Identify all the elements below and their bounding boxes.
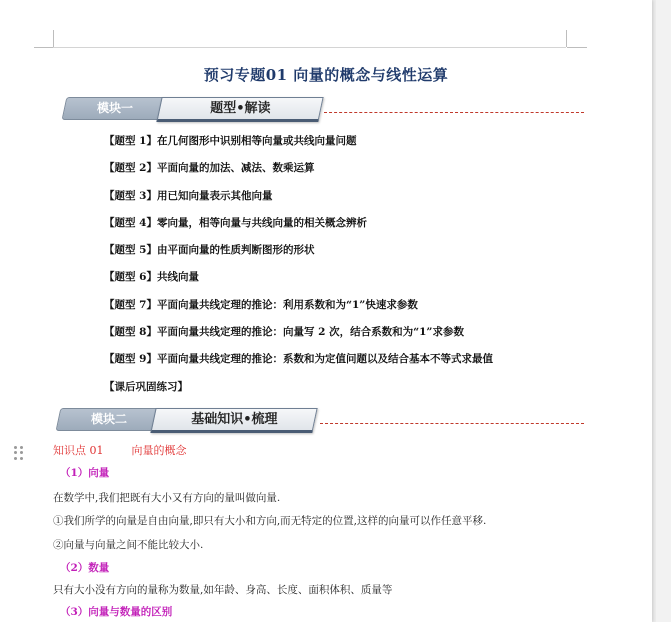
list-item: 【题型 1】在几何图形中识别相等向量或共线向量问题 <box>104 135 357 147</box>
list-item: 【题型 6】共线向量 <box>104 271 199 284</box>
list-item: 【课后巩固练习】 <box>104 380 188 393</box>
list-item: 【题型 9】平面向量共线定理的推论：系数和为定值问题以及结合基本不等式求最值 <box>104 353 493 366</box>
module-tag: 模块一 <box>62 97 169 120</box>
page-margin-line <box>53 47 566 48</box>
module-label: 基础知识•梳理 <box>150 408 317 433</box>
list-item: 【题型 2】平面向量的加法、减法、数乘运算 <box>104 162 315 175</box>
list-item: 【题型 3】用已知向量表示其他向量 <box>104 189 273 202</box>
crop-mark <box>53 30 54 47</box>
section-heading: （2）数量 <box>60 562 110 574</box>
question-type-list <box>104 134 493 407</box>
knowledge-point-header <box>53 442 613 458</box>
module-tag: 模块二 <box>56 408 163 431</box>
crop-mark <box>567 47 587 48</box>
drag-handle-icon[interactable] <box>14 446 24 460</box>
paragraph: ②向量与向量之间不能比较大小. <box>53 539 204 551</box>
section-heading: （1）向量 <box>60 467 110 479</box>
list-item: 【题型 7】平面向量共线定理的推论：利用系数和为“1”快速求参数 <box>104 298 418 311</box>
paragraph: 只有大小没有方向的量称为数量,如年龄、身高、长度、面积体积、质量等 <box>53 584 393 596</box>
document-title: 预习专题01 向量的概念与线性运算 <box>203 66 449 84</box>
knowledge-point-title: 向量的概念 <box>131 444 187 457</box>
list-item: 【题型 5】由平面向量的性质判断图形的形状 <box>104 244 315 257</box>
module-label: 题型•解读 <box>156 97 323 122</box>
knowledge-point-label: 知识点 01 <box>53 444 104 457</box>
crop-mark <box>34 47 53 48</box>
vertical-scrollbar[interactable] <box>656 0 671 622</box>
paragraph: 在数学中,我们把既有大小又有方向的量叫做向量. <box>53 492 281 504</box>
list-item: 【题型 4】零向量，相等向量与共线向量的相关概念辨析 <box>104 216 367 229</box>
list-item: 【题型 8】平面向量共线定理的推论：向量写 2 次，结合系数和为“1”求参数 <box>104 326 464 339</box>
paragraph: ①我们所学的向量是自由向量,即只有大小和方向,而无特定的位置,这样的向量可以作任意平移. <box>53 515 487 527</box>
module-banner-1 <box>64 97 584 121</box>
divider <box>320 423 584 424</box>
section-heading: （3）向量与数量的区别 <box>60 606 173 618</box>
module-banner-2 <box>58 408 584 432</box>
crop-mark <box>566 30 567 47</box>
divider <box>324 112 584 113</box>
